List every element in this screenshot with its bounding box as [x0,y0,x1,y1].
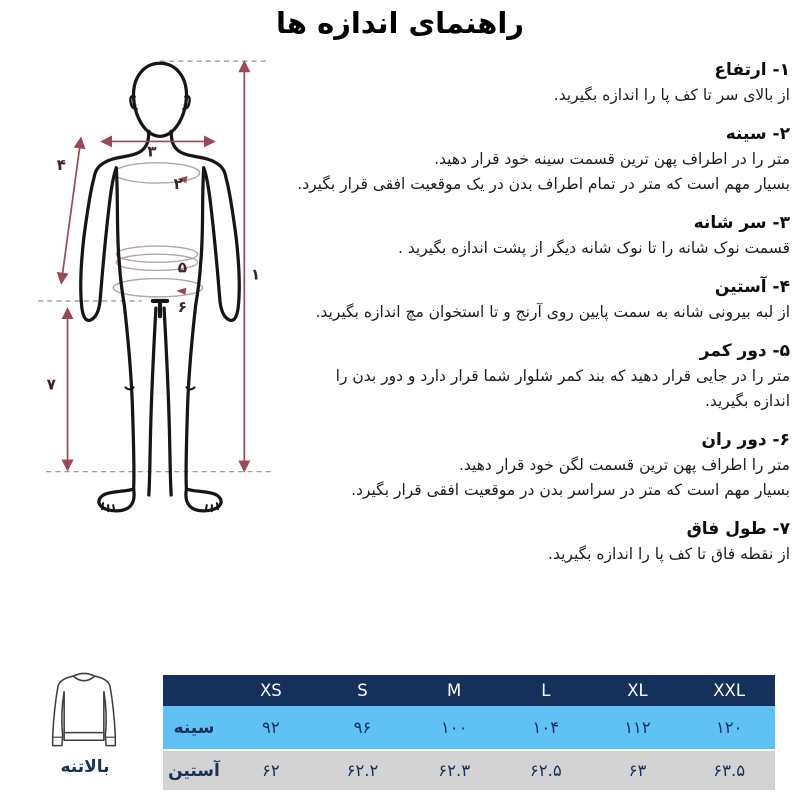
section-height [274,57,790,108]
section-line: بسیار مهم است که متر در تمام اطراف بدن در یک موقعیت افقی قرار بگیرد. [297,175,790,193]
sleeve-value: ۶۳ [628,761,647,780]
section-crotch-length [274,516,790,567]
garment-group-label: بالاتنه [60,757,110,777]
sleeve-value: ۶۳.۵ [713,761,746,780]
label-waist: ۵ [177,258,188,277]
size-column-l: L [541,681,551,700]
section-line: از نقطه فاق تا کف پا را اندازه بگیرید. [548,545,790,563]
section-line: بسیار مهم است که متر در سراسر بدن در موقعیت افقی قرار بگیرد. [351,481,790,499]
sleeve-value: ۶۲.۲ [346,761,379,780]
sleeve-row [163,751,775,790]
section-heading: ۷- طول فاق [686,519,790,539]
section-heading: ۲- سینه [725,124,790,144]
section-heading: ۱- ارتفاع [714,60,790,80]
chest-value: ۱۱۲ [624,718,651,737]
section-heading: ۳- سر شانه [693,213,790,233]
size-column-m: M [447,681,462,700]
section-line: اندازه بگیرید. [704,392,790,410]
sleeve-row-label: آستین [168,760,220,781]
chest-value: ۱۰۰ [440,718,468,737]
label-inseam: ۷ [46,375,56,394]
size-column-xxl: XXL [713,681,746,700]
section-heading: ۶- دور ران [701,430,790,450]
section-heading: ۵- دور کمر [699,341,790,361]
label-height: ۱ [250,265,261,284]
section-line: متر را در جایی قرار دهید که بند کمر شلوار شما قرار دارد و دور بدن را [335,367,790,385]
section-line: از بالای سر تا کف پا را اندازه بگیرید. [553,86,790,104]
body-measurement-diagram [38,50,282,558]
chest-value: ۹۶ [353,718,372,737]
chest-row [163,706,775,749]
label-chest: ۲ [173,175,183,194]
section-line: متر را در اطراف پهن ترین قسمت سینه خود قرار دهید. [434,150,790,168]
sweatshirt-icon [46,670,122,754]
size-column-xs: XS [259,681,282,700]
sleeve-value: ۶۲.۳ [438,761,471,780]
section-line: قسمت نوک شانه را تا نوک شانه دیگر از پشت اندازه بگیرید . [397,239,790,257]
section-thigh [274,427,790,503]
size-table [163,675,775,790]
measurement-ellipses [113,163,202,297]
page-title: راهنمای اندازه ها [275,6,524,40]
section-chest [274,121,790,197]
label-shoulder: ۳ [147,142,157,161]
section-line: از لبه بیرونی شانه به سمت پایین روی آرنج و تا استخوان مچ اندازه بگیرید. [315,303,790,321]
dashed-guide-lines [38,61,272,471]
sleeve-value: ۶۲.۵ [529,761,562,780]
section-waist [274,338,790,414]
sleeve-value: ۶۲ [261,761,280,780]
section-shoulder [274,210,790,261]
label-sleeve: ۴ [56,155,67,174]
chest-value: ۱۲۰ [715,718,743,737]
size-table-header-row [163,675,775,706]
section-heading: ۴- آستین [714,277,790,297]
chest-row-label: سینه [173,717,215,738]
chest-value: ۱۰۴ [532,718,560,737]
chest-value: ۹۲ [261,718,280,737]
instruction-sections [274,57,790,580]
human-figure [81,63,240,511]
label-hip: ۶ [177,298,188,317]
size-column-xl: XL [627,681,648,700]
section-line: متر را اطراف پهن ترین قسمت لگن خود قرار دهید. [458,456,790,474]
size-column-s: S [357,681,368,700]
section-sleeve [274,274,790,325]
